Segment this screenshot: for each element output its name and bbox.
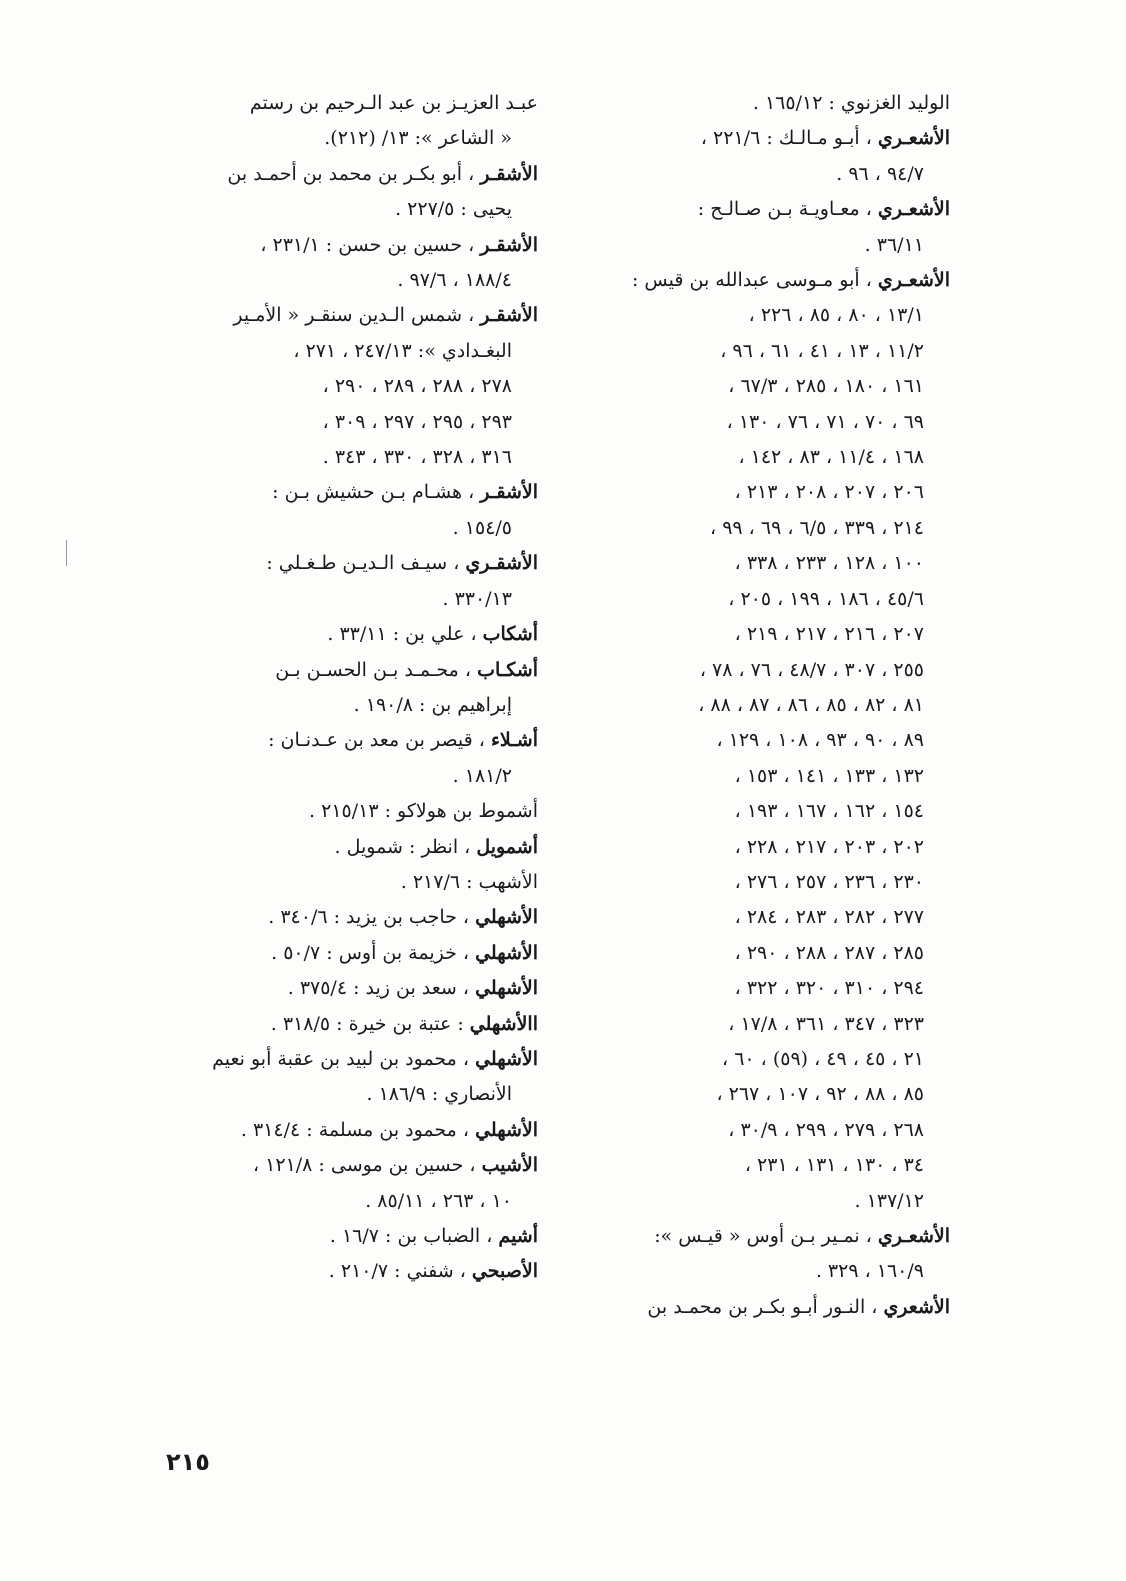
entry-line: ١٨١/٢ . [452,764,512,787]
entry-line: ٢٠٧ ، ٢١٦ ، ٢١٧ ، ٢١٩ ، [734,623,924,646]
index-entry [180,1219,538,1254]
index-entry [590,121,950,192]
entry-line: الأشعـري ، أبو مـوسى عبدالله بن قيس : [631,269,950,292]
index-entry [180,936,538,971]
entry-heading: الأشقـر [480,481,538,504]
entry-heading: أشـلاء [490,729,538,752]
entry-line: ٣١٦ ، ٣٢٨ ، ٣٣٠ ، ٣٤٣ . [322,446,512,469]
entry-line: ١١/٢ ، ١٣ ، ٤١ ، ٦١ ، ٩٦ ، [720,339,924,362]
entry-line: ٢٧٧ ، ٢٨٢ ، ٢٨٣ ، ٢٨٤ ، [734,906,924,929]
entry-line: ٩٤/٧ ، ٩٦ . [836,162,924,185]
entry-heading: الأشقـر [480,304,538,327]
entry-line: ٢٣٠ ، ٢٣٦ ، ٢٥٧ ، ٢٧٦ ، [734,870,924,893]
entry-heading: الأشقـر [480,233,538,256]
entry-line: الأشهلي ، حاجب بن يزيد : ٣٤٠/٦ . [268,906,538,929]
entry-line: أشمويل ، انظر : شمويل . [334,835,538,858]
index-entry [590,192,950,263]
entry-line: ٣٣٠/١٣ . [442,587,512,610]
entry-line: الأصبحي ، شفني : ٢١٠/٧ . [328,1260,538,1283]
entry-line: ٨١ ، ٨٢ ، ٨٥ ، ٨٦ ، ٨٧ ، ٨٨ ، [698,693,924,716]
entry-line: أشكـاب ، محـمـد بـن الحسـن بـن [275,658,538,681]
entry-heading: الأشعـري [877,1225,950,1247]
entry-line: ٢٩٤ ، ٣١٠ ، ٣٢٠ ، ٣٢٢ ، [734,977,924,1000]
entry-line: ٢٦٨ ، ٢٧٩ ، ٢٩٩ ، ٣٠/٩ ، [728,1118,924,1141]
entry-heading: الأشقـري [465,552,538,575]
entry-heading: الأشيب [481,1154,538,1177]
index-entry [180,157,538,228]
entry-line: الأشيب ، حسين بن موسى : ١٢١/٨ ، [252,1154,538,1177]
entry-heading: الأشهلي [475,977,538,1000]
entry-line: ٣٤ ، ١٣٠ ، ١٣١ ، ٢٣١ ، [744,1154,924,1177]
entry-heading: الأشهلي [475,1118,538,1141]
entry-line: ٢٨٥ ، ٢٨٧ ، ٢٨٨ ، ٢٩٠ ، [734,941,924,964]
entry-line: الأنصاري : ١٨٦/٩ . [366,1083,512,1106]
entry-line: ١٦٠/٩ ، ٣٢٩ . [815,1260,924,1283]
entry-line: ٢٠٦ ، ٢٠٧ ، ٢٠٨ ، ٢١٣ ، [734,481,924,504]
entry-line: ١٠ ، ٢٦٣ ، ٨٥/١١ . [365,1189,512,1212]
entry-line: الأشهلي ، محمود بن مسلمة : ٣١٤/٤ . [240,1118,538,1141]
entry-heading: أشكاب [482,623,538,646]
entry-heading: الأشهلي [475,941,538,964]
entry-line: الأشعـري ، نمـير بـن أوس « قيـس »: [654,1225,950,1247]
entry-line: ١٦٨ ، ١١/٤ ، ٨٣ ، ١٤٢ ، [738,446,924,469]
entry-line: ٨٩ ، ٩٠ ، ٩٣ ، ١٠٨ ، ١٢٩ ، [716,729,924,752]
entry-line: ١٥٤ ، ١٦٢ ، ١٦٧ ، ١٩٣ ، [734,800,924,823]
entry-line: ٣٦/١١ . [864,233,924,256]
index-entry [180,971,538,1006]
entry-line: الأشقـر ، حسين بن حسن : ٢٣١/١ ، [260,233,538,256]
entry-line: ١٦١ ، ١٨٠ ، ٢٨٥ ، ٦٧/٣ ، [728,375,924,398]
entry-heading: الأشعـري [877,198,950,221]
entry-line: ٢٠٢ ، ٢٠٣ ، ٢١٧ ، ٢٢٨ ، [734,835,924,858]
entry-heading: الأشهلي [475,906,538,929]
entry-line: ٢١ ، ٤٥ ، ٤٩ ، (٥٩) ، ٦٠ ، [722,1047,924,1070]
entry-line: أشموط بن هولاكو : ٢١٥/١٣ . [309,800,538,823]
entry-heading: أشيم [498,1225,538,1247]
entry-heading: الأشهلي [475,1047,538,1070]
entry-heading: الأشعـري [877,269,950,292]
index-entry [180,900,538,935]
index-entry [590,263,950,1219]
index-entry [180,1113,538,1148]
entry-line: ١٠٠ ، ١٢٨ ، ٢٣٣ ، ٣٣٨ ، [734,552,924,575]
entry-line: االأشهلي : عتبة بن خيرة : ٣١٨/٥ . [270,1012,538,1035]
index-entry [180,830,538,865]
index-entry [590,1219,950,1290]
index-entry [180,86,538,157]
entry-heading: الأشعري [883,1295,950,1318]
entry-line: الأشعـري ، معـاويـة بـن صـالـح : [697,198,950,221]
entry-line: الأشهلي ، خزيمة بن أوس : ٥٠/٧ . [271,941,538,964]
entry-heading: أشمويل [476,835,538,858]
entry-line: ٢١٤ ، ٣٣٩ ، ٦/٥ ، ٦٩ ، ٩٩ ، [710,516,924,539]
index-entry [180,475,538,546]
entry-line: ٢٩٣ ، ٢٩٥ ، ٢٩٧ ، ٣٠٩ ، [322,410,512,433]
entry-line: ٢٥٥ ، ٣٠٧ ، ٤٨/٧ ، ٧٦ ، ٧٨ ، [699,658,924,681]
entry-line: عبـد العزيـز بن عبد الـرحيم بن رستم [249,92,538,114]
entry-line: ١٣/١ ، ٨٠ ، ٨٥ ، ٢٢٦ ، [748,304,924,327]
index-entry [180,1007,538,1042]
entry-line: ١٨٨/٤ ، ٩٧/٦ . [397,269,512,292]
entry-line: أشيم ، الضباب بن : ١٦/٧ . [329,1225,538,1247]
index-entry [180,1148,538,1219]
entry-line: الوليد الغزنوي : ١٦٥/١٢ . [752,92,950,114]
index-entry [180,546,538,617]
entry-line: أشـلاء ، قيصر بن معد بن عـدنـان : [268,729,538,752]
index-entry [180,653,538,724]
right-column [590,86,950,1325]
entry-line: ١٣٧/١٢ . [854,1189,924,1212]
index-entry [180,1254,538,1289]
entry-heading: الأشقـر [480,162,538,185]
left-column [180,86,538,1290]
entry-line: الأشهلي ، محمود بن لبيد بن عقبة أبو نعيم [212,1047,538,1070]
index-entry [180,1042,538,1113]
entry-line: الأشقـري ، سيـف الـديـن طـغـلي : [266,552,538,575]
entry-line: الأشعري ، النـور أبـو بكـر بن محمـد بن [647,1295,950,1318]
entry-line: الأشقـر ، هشـام بـن حشيش بـن : [272,481,538,504]
entry-line: « الشاعر »: ١٣/ (٢١٢). [324,127,512,150]
index-entry [180,298,538,475]
entry-heading: الأشعـري [877,127,950,150]
entry-heading: االأشهلي [469,1012,538,1035]
page-number: ٢١٥ [166,1448,210,1476]
margin-mark [66,540,67,566]
entry-line: الأشهلي ، سعد بن زيد : ٣٧٥/٤ . [287,977,538,1000]
entry-line: ٤٥/٦ ، ١٨٦ ، ١٩٩ ، ٢٠٥ ، [728,587,924,610]
entry-line: ١٥٤/٥ . [452,516,512,539]
index-entry [590,86,950,121]
entry-line: ١٣٢ ، ١٣٣ ، ١٤١ ، ١٥٣ ، [734,764,924,787]
entry-line: ٨٥ ، ٨٨ ، ٩٢ ، ١٠٧ ، ٢٦٧ ، [716,1083,924,1106]
entry-line: أشكاب ، علي بن : ٣٣/١١ . [327,623,538,646]
index-entry [180,617,538,652]
index-entry [180,723,538,794]
entry-line: الأشعـري ، أبـو مـالـك : ٢٢١/٦ ، [700,127,950,150]
index-entry [180,228,538,299]
entry-line: البغـدادي »: ٢٤٧/١٣ ، ٢٧١ ، [293,339,512,362]
index-entry [590,1290,950,1325]
entry-line: ٣٢٣ ، ٣٤٧ ، ٣٦١ ، ١٧/٨ ، [728,1012,924,1035]
entry-line: ٦٩ ، ٧٠ ، ٧١ ، ٧٦ ، ١٣٠ ، [726,410,924,433]
entry-line: ٢٧٨ ، ٢٨٨ ، ٢٨٩ ، ٢٩٠ ، [322,375,512,398]
index-entry [180,794,538,829]
index-entry [180,865,538,900]
entry-heading: أشكـاب [477,658,538,681]
entry-line: الأشقـر ، شمس الـدين سنقـر « الأمـير [233,304,538,327]
entry-line: الأشقـر ، أبو بكـر بن محمد بن أحمـد بن [227,162,538,185]
entry-heading: الأصبحي [471,1260,538,1283]
entry-line: يحيى : ٢٢٧/٥ . [395,198,512,221]
entry-line: الأشهب : ٢١٧/٦ . [400,870,538,893]
entry-line: إبراهيم بن : ١٩٠/٨ . [353,693,512,716]
